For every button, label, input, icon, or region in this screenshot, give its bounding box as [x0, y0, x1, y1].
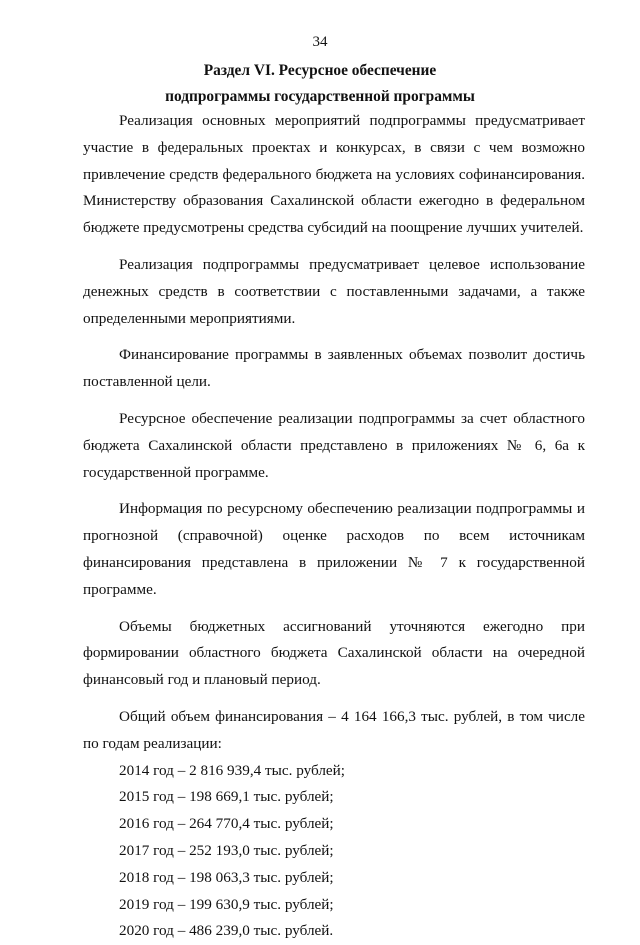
funding-by-year-list [83, 758, 585, 945]
funding-year-2015: 2015 год – 198 669,1 тыс. рублей; [119, 788, 334, 806]
paragraph-regional-budget: Ресурсное обеспечение реализации подпрограммы за счет областного бюджета Сахалинской области представлено в приложениях № 6, 6а к государственной программе. [83, 409, 585, 481]
funding-year-2020: 2020 год – 486 239,0 тыс. рублей. [119, 922, 334, 940]
body-text [83, 108, 585, 945]
paragraph-total-funding: Общий объем финансирования – 4 164 166,3 тыс. рублей, в том числе по годам реализации: [83, 707, 585, 752]
page-number: 34 [312, 34, 328, 50]
funding-year-2019: 2019 год – 199 630,9 тыс. рублей; [119, 895, 334, 913]
section-subtitle: подпрограммы государственной программы [165, 88, 475, 105]
funding-year-2017: 2017 год – 252 193,0 тыс. рублей; [119, 841, 334, 859]
section-title: Раздел VI. Ресурсное обеспечение [203, 62, 437, 79]
paragraph-budget-allocations: Объемы бюджетных ассигнований уточняются ежегодно при формировании областного бюджета Сахалинской области на очередной финансовый год и плановый период. [83, 617, 585, 689]
funding-year-2016: 2016 год – 264 770,4 тыс. рублей; [119, 815, 334, 833]
paragraph-financing-goal: Финансирование программы в заявленных объемах позволит достичь поставленной цели. [83, 346, 585, 391]
paragraph-resource-info: Информация по ресурсному обеспечению реализации подпрограммы и прогнозной (справочной) оценке расходов по всем источникам финансирования представлена в приложении № 7 к государственной программе. [83, 500, 585, 598]
paragraph-federal-participation: Реализация основных мероприятий подпрограммы предусматривает участие в федеральных проектах и конкурсах, в связи с чем возможно привлечение средств федерального бюджета на условиях софинансирования. Министерству образования Сахалинской области ежегодно в федеральном бюджете предусмотрены средства субсидий на поощрение лучших учителей. [83, 112, 585, 237]
funding-year-2018: 2018 год – 198 063,3 тыс. рублей; [119, 868, 334, 886]
paragraph-targeted-use: Реализация подпрограммы предусматривает целевое использование денежных средств в соответствии с поставленными задачами, а также определенными мероприятиями. [83, 255, 585, 327]
funding-year-2014: 2014 год – 2 816 939,4 тыс. рублей; [119, 761, 346, 779]
